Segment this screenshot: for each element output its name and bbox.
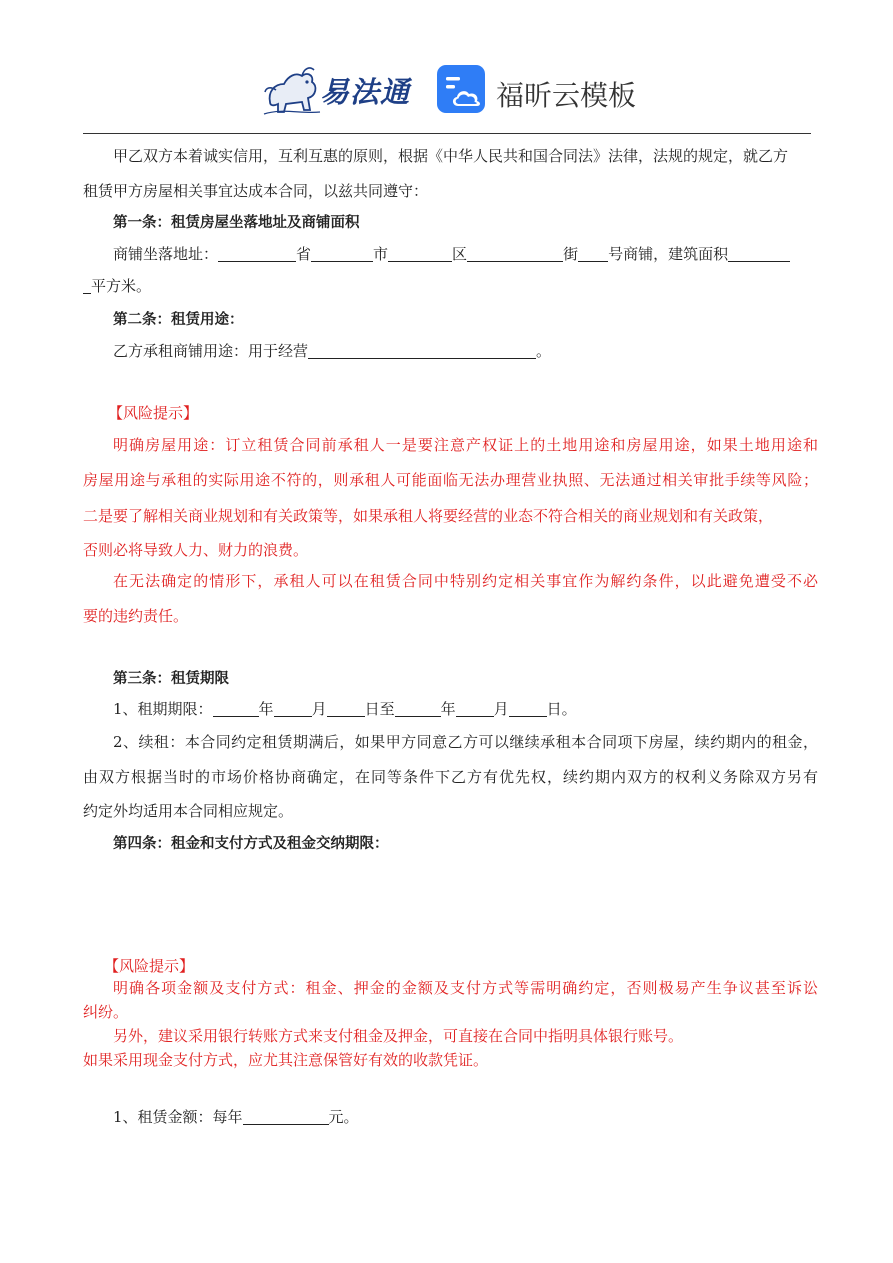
foxit-template-logo-text: 福昕云模板 [496,79,637,112]
cloud-document-icon [436,64,488,116]
area-unit-label: 平方米。 [91,277,152,295]
header-divider [83,133,811,134]
risk-notice-1-line-1: 明确房屋用途：订立租赁合同前承租人一是要注意产权证上的土地用途和房屋用途，如果土地用途和 [113,436,818,454]
article-3-term-line [113,699,577,719]
article-3-title: 第三条：租赁期限 [113,671,229,687]
annual-rent-blank[interactable] [243,1108,329,1125]
end-month-blank[interactable] [456,700,494,717]
annual-rent-unit: 元。 [328,1108,359,1126]
risk-notice-1-line-6: 要的违约责任。 [83,607,189,625]
article-2-use-line [113,341,551,361]
end-day-blank[interactable] [509,700,547,717]
risk-notice-2-line-2: 纠纷。 [83,1003,129,1021]
article-4-amount-line [113,1107,359,1127]
term-label: 1、租期期限： [113,700,213,718]
risk-notice-2-title: 【风险提示】 [104,957,195,975]
risk-notice-1-title: 【风险提示】 [108,404,199,422]
end-month-label: 月 [493,700,509,718]
area-blank-continued[interactable] [83,277,91,294]
start-day-blank[interactable] [327,700,365,717]
article-3-renewal-line-3: 约定外均适用本合同相应规定。 [83,802,294,820]
shop-area-label: 号商铺，建筑面积 [608,245,729,263]
shop-number-blank[interactable] [578,245,608,262]
business-use-blank[interactable] [308,342,536,359]
risk-notice-1-line-4: 否则必将导致人力、财力的浪费。 [83,541,309,559]
intro-line-1: 甲乙双方本着诚实信用，互利互惠的原则，根据《中华人民共和国合同法》法律，法规的规定，就乙方 [113,147,789,165]
province-blank[interactable] [218,245,296,262]
end-day-label: 日。 [546,700,577,718]
end-year-blank[interactable] [395,700,441,717]
start-day-label: 日至 [364,700,395,718]
page-header [0,60,893,124]
district-blank[interactable] [388,245,452,262]
article-1-address-line [113,244,790,264]
district-label: 区 [452,245,468,263]
article-2-title: 第二条：租赁用途： [113,312,244,328]
risk-notice-2-line-4: 如果采用现金支付方式，应尤其注意保管好有效的收款凭证。 [83,1051,489,1069]
start-month-blank[interactable] [274,700,312,717]
intro-line-2: 租赁甲方房屋相关事宜达成本合同，以兹共同遵守： [83,182,429,200]
street-blank[interactable] [467,245,563,262]
city-blank[interactable] [311,245,373,262]
province-label: 省 [296,245,312,263]
risk-notice-2-line-1: 明确各项金额及支付方式：租金、押金的金额及支付方式等需明确约定，否则极易产生争议甚至诉讼 [113,979,818,997]
address-label: 商铺坐落地址： [113,245,219,263]
yifatong-logo-text: 易法通 [320,75,411,109]
start-year-label: 年 [258,700,274,718]
article-1-title: 第一条：租赁房屋坐落地址及商铺面积 [113,215,360,231]
qilin-mascot-icon [262,62,322,118]
foxit-template-logo [436,64,636,118]
start-year-blank[interactable] [213,700,259,717]
annual-rent-label: 1、租赁金额：每年 [113,1108,243,1126]
risk-notice-1-line-3: 二是要了解相关商业规划和有关政策等，如果承租人将要经营的业态不符合相关的商业规划和有关政策， [83,507,774,525]
yifatong-logo [262,62,412,118]
risk-notice-2-line-3: 另外，建议采用银行转账方式来支付租金及押金，可直接在合同中指明具体银行账号。 [113,1027,684,1045]
city-label: 市 [373,245,389,263]
start-month-label: 月 [311,700,327,718]
risk-notice-1-line-2: 房屋用途与承租的实际用途不符的，则承租人可能面临无法办理营业执照、无法通过相关审批手续等风险； [83,471,818,489]
end-year-label: 年 [440,700,456,718]
area-blank[interactable] [728,245,790,262]
use-end: 。 [536,342,552,360]
street-label: 街 [563,245,579,263]
risk-notice-1-line-5: 在无法确定的情形下，承租人可以在租赁合同中特别约定相关事宜作为解约条件，以此避免遭受不必 [113,572,818,590]
article-4-title: 第四条：租金和支付方式及租金交纳期限： [113,836,389,852]
article-1-area-line [83,276,151,296]
article-3-renewal-line-2: 由双方根据当时的市场价格协商确定，在同等条件下乙方有优先权，续约期内双方的权利义务除双方另有 [83,768,818,786]
use-label: 乙方承租商铺用途：用于经营 [113,342,309,360]
article-3-renewal-line-1: 2、续租：本合同约定租赁期满后，如果甲方同意乙方可以继续承租本合同项下房屋，续约期内的租金， [113,733,818,751]
